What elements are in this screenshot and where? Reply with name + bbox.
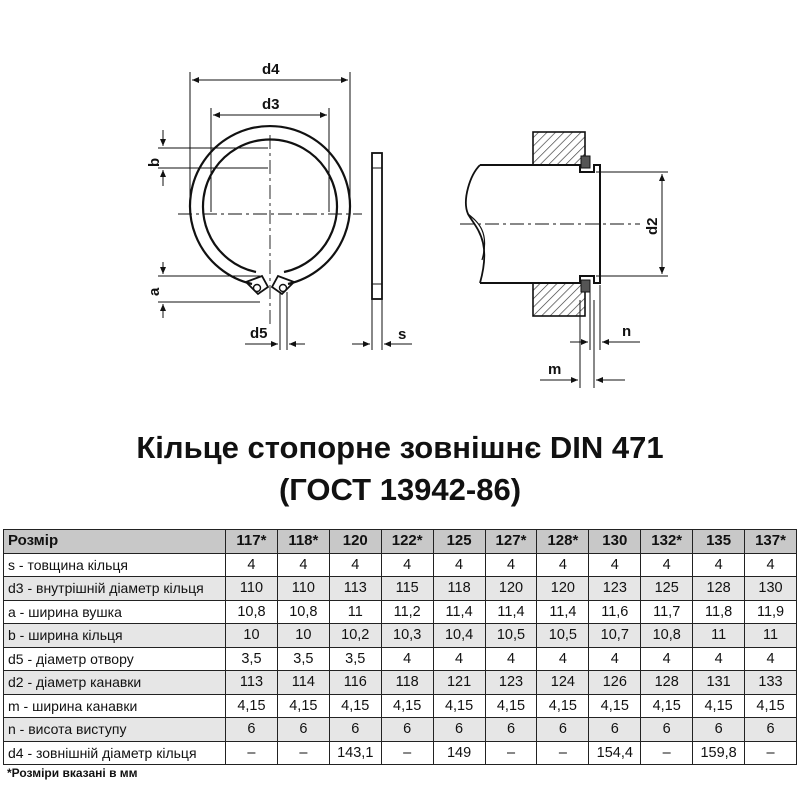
table-cell: 110 xyxy=(277,577,329,601)
table-cell: 6 xyxy=(589,718,641,742)
size-header: 125 xyxy=(433,530,485,554)
row-label: d3 - внутрішній діаметр кільця xyxy=(4,577,226,601)
table-cell: 121 xyxy=(433,671,485,695)
table-cell: 110 xyxy=(226,577,278,601)
table-cell: 124 xyxy=(537,671,589,695)
dim-label-b: b xyxy=(146,157,163,167)
dim-label-d3: d3 xyxy=(262,96,280,113)
table-cell: 130 xyxy=(745,577,797,601)
table-cell: – xyxy=(745,741,797,765)
table-cell: 4 xyxy=(745,553,797,577)
table-cell: 11,4 xyxy=(485,600,537,624)
dimensions-table xyxy=(3,529,797,765)
dim-label-n: n xyxy=(622,323,632,340)
table-row xyxy=(4,741,797,765)
page-subtitle: (ГОСТ 13942-86) xyxy=(278,472,522,507)
table-cell: 120 xyxy=(485,577,537,601)
table-cell: 4 xyxy=(693,553,745,577)
table-cell: – xyxy=(277,741,329,765)
row-label: n - висота виступу xyxy=(4,718,226,742)
table-cell: 11,6 xyxy=(589,600,641,624)
dim-label-s: s xyxy=(398,326,407,343)
table-cell: 6 xyxy=(641,718,693,742)
table-cell: 11,4 xyxy=(537,600,589,624)
table-cell: 10,5 xyxy=(537,624,589,648)
table-cell: 4 xyxy=(693,647,745,671)
table-cell: 4 xyxy=(589,647,641,671)
table-cell: 159,8 xyxy=(693,741,745,765)
size-header: 132* xyxy=(641,530,693,554)
table-cell: 4 xyxy=(226,553,278,577)
dim-label-d4: d4 xyxy=(262,61,280,78)
ring-side-view xyxy=(372,153,382,299)
table-cell: 4 xyxy=(641,647,693,671)
table-cell: 11 xyxy=(693,624,745,648)
table-cell: 10,8 xyxy=(641,624,693,648)
size-header: 117* xyxy=(226,530,278,554)
table-cell: 4,15 xyxy=(433,694,485,718)
table-cell: – xyxy=(537,741,589,765)
dim-label-d5: d5 xyxy=(250,325,268,342)
table-row xyxy=(4,600,797,624)
table-cell: 4,15 xyxy=(226,694,278,718)
table-cell: 4,15 xyxy=(641,694,693,718)
table-cell: 114 xyxy=(277,671,329,695)
table-cell: 4,15 xyxy=(485,694,537,718)
table-cell: 113 xyxy=(226,671,278,695)
table-cell: 11,9 xyxy=(745,600,797,624)
table-cell: 6 xyxy=(485,718,537,742)
table-row xyxy=(4,718,797,742)
table-cell: 10,7 xyxy=(589,624,641,648)
table-cell: 123 xyxy=(589,577,641,601)
table-cell: 4 xyxy=(277,553,329,577)
table-cell: 10,8 xyxy=(226,600,278,624)
table-cell: 118 xyxy=(433,577,485,601)
row-label: s - товщина кільця xyxy=(4,553,226,577)
table-cell: 4,15 xyxy=(693,694,745,718)
row-label: b - ширина кільця xyxy=(4,624,226,648)
table-cell: 4 xyxy=(329,553,381,577)
table-cell: 11,7 xyxy=(641,600,693,624)
dim-label-m: m xyxy=(548,361,562,378)
shaft-view xyxy=(460,132,640,316)
table-cell: 6 xyxy=(226,718,278,742)
table-cell: 133 xyxy=(745,671,797,695)
table-cell: 3,5 xyxy=(226,647,278,671)
table-row xyxy=(4,553,797,577)
table-row xyxy=(4,694,797,718)
dim-label-d2: d2 xyxy=(644,217,661,235)
table-cell: 4 xyxy=(433,647,485,671)
table-cell: 6 xyxy=(329,718,381,742)
table-cell: 3,5 xyxy=(277,647,329,671)
table-cell: 11 xyxy=(745,624,797,648)
size-header: 130 xyxy=(589,530,641,554)
header-label: Розмір xyxy=(4,530,226,554)
dim-label-a: a xyxy=(146,287,163,296)
table-cell: 3,5 xyxy=(329,647,381,671)
size-header: 127* xyxy=(485,530,537,554)
table-cell: 4 xyxy=(381,553,433,577)
table-cell: 4 xyxy=(485,647,537,671)
table-cell: 11,4 xyxy=(433,600,485,624)
footnote: *Розміри вказані в мм xyxy=(7,766,138,780)
table-cell: 154,4 xyxy=(589,741,641,765)
table-cell: 149 xyxy=(433,741,485,765)
table-cell: – xyxy=(226,741,278,765)
table-cell: 10,5 xyxy=(485,624,537,648)
table-cell: 6 xyxy=(277,718,329,742)
table-cell: 128 xyxy=(693,577,745,601)
table-cell: 4,15 xyxy=(329,694,381,718)
table-cell: 120 xyxy=(537,577,589,601)
table-cell: 143,1 xyxy=(329,741,381,765)
size-header: 128* xyxy=(537,530,589,554)
row-label: d2 - діаметр канавки xyxy=(4,671,226,695)
table-cell: 6 xyxy=(433,718,485,742)
table-cell: 4 xyxy=(589,553,641,577)
table-cell: 4 xyxy=(485,553,537,577)
table-cell: 123 xyxy=(485,671,537,695)
table-cell: 4,15 xyxy=(589,694,641,718)
table-row xyxy=(4,624,797,648)
table-cell: 116 xyxy=(329,671,381,695)
table-cell: – xyxy=(381,741,433,765)
size-header: 135 xyxy=(693,530,745,554)
size-header: 118* xyxy=(277,530,329,554)
table-row xyxy=(4,577,797,601)
table-cell: 10,8 xyxy=(277,600,329,624)
table-cell: 6 xyxy=(381,718,433,742)
table-cell: – xyxy=(485,741,537,765)
table-cell: 113 xyxy=(329,577,381,601)
table-cell: 118 xyxy=(381,671,433,695)
page-title: Кільце стопорне зовнішнє DIN 471 xyxy=(136,430,664,465)
table-cell: 10,2 xyxy=(329,624,381,648)
table-cell: 4,15 xyxy=(277,694,329,718)
row-label: m - ширина канавки xyxy=(4,694,226,718)
table-cell: 10 xyxy=(226,624,278,648)
table-cell: 4,15 xyxy=(745,694,797,718)
table-cell: 126 xyxy=(589,671,641,695)
table-cell: 10,4 xyxy=(433,624,485,648)
row-label: d4 - зовнішній діаметр кільця xyxy=(4,741,226,765)
table-cell: 6 xyxy=(745,718,797,742)
table-cell: 4,15 xyxy=(381,694,433,718)
table-cell: 6 xyxy=(537,718,589,742)
table-cell: 4 xyxy=(537,553,589,577)
row-label: d5 - діаметр отвору xyxy=(4,647,226,671)
size-header: 120 xyxy=(329,530,381,554)
table-cell: 125 xyxy=(641,577,693,601)
table-header-row xyxy=(4,530,797,554)
table-cell: 4,15 xyxy=(537,694,589,718)
size-header: 137* xyxy=(745,530,797,554)
ring-front-view xyxy=(178,126,362,325)
table-cell: 131 xyxy=(693,671,745,695)
table-cell: 4 xyxy=(745,647,797,671)
table-cell: 11,8 xyxy=(693,600,745,624)
table-cell: 11,2 xyxy=(381,600,433,624)
table-cell: 4 xyxy=(641,553,693,577)
table-row xyxy=(4,671,797,695)
row-label: a - ширина вушка xyxy=(4,600,226,624)
table-cell: 10 xyxy=(277,624,329,648)
table-cell: – xyxy=(641,741,693,765)
table-cell: 115 xyxy=(381,577,433,601)
table-cell: 128 xyxy=(641,671,693,695)
table-cell: 11 xyxy=(329,600,381,624)
table-cell: 4 xyxy=(537,647,589,671)
table-cell: 6 xyxy=(693,718,745,742)
shaft-dimensions xyxy=(540,172,668,388)
table-row xyxy=(4,647,797,671)
table-cell: 4 xyxy=(433,553,485,577)
table-cell: 4 xyxy=(381,647,433,671)
size-header: 122* xyxy=(381,530,433,554)
table-cell: 10,3 xyxy=(381,624,433,648)
